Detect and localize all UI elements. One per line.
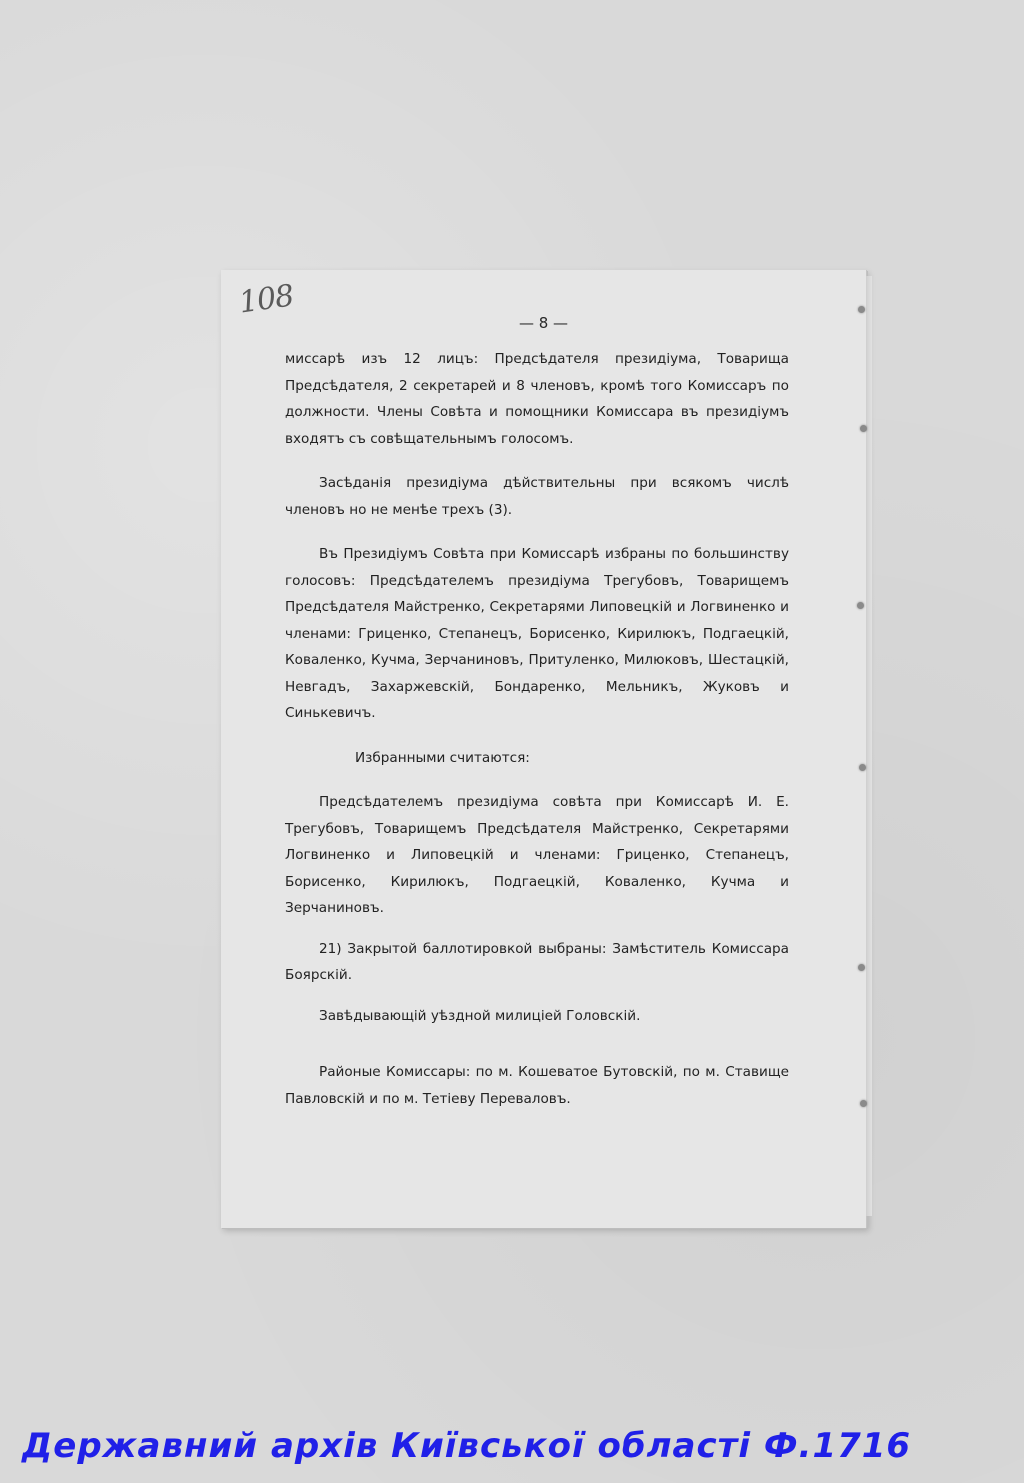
folio-mark: 108 <box>236 278 296 321</box>
paragraph-closed-ballot: 21) Закрытой баллотировкой выбраны: Замѣститель Комиссара Боярскій. <box>285 940 789 983</box>
binding-holes <box>856 270 870 1228</box>
binding-hole <box>857 602 864 609</box>
paragraph-district-commissars: Районые Комиссары: по м. Кошеватое Бутовскій, по м. Ставище Павловскій и по м. Тетіеву Переваловъ. <box>285 1064 789 1107</box>
document-page <box>221 270 867 1228</box>
binding-hole <box>860 1100 867 1107</box>
paragraph-considered-elected: Предсѣдателемъ президіума совѣта при Комиссарѣ И. Е. Трегубовъ, Товарищемъ Предсѣдателя Майстренко, Секретарями Логвиненко и Липовецкій и членами: Гриценко, Степанецъ, Борисенко, Кирилюкъ, Подгаецкій, Коваленко, Кучма и Зерчаниновъ. <box>285 794 789 916</box>
paragraph-presidium-composition: миссарѣ изъ 12 лицъ: Предсѣдателя президіума, Товарища Предсѣдателя, 2 секретарей и 8 членовъ, кромѣ того Комиссаръ по должности. Члены Совѣта и помощники Комиссара въ президіумъ входятъ съ совѣщательнымъ голосомъ. <box>285 351 789 447</box>
paragraph-quorum: Засѣданія президіума дѣйствительны при всякомъ числѣ членовъ но не менѣе трехъ (3). <box>285 475 789 518</box>
binding-hole <box>858 964 865 971</box>
binding-hole <box>859 764 866 771</box>
archive-watermark: Державний архів Київської області Ф.1716 <box>22 1426 912 1466</box>
binding-hole <box>858 306 865 313</box>
binding-hole <box>860 425 867 432</box>
paragraph-militia-head: Завѣдывающій уѣздной милиціей Головскій. <box>319 1007 641 1024</box>
page-number: — 8 — <box>518 314 569 332</box>
paragraph-considered-elected-heading: Избранными считаются: <box>355 749 530 766</box>
document-body <box>285 346 789 1112</box>
paragraph-elected-by-majority: Въ Президіумъ Совѣта при Комиссарѣ избраны по большинству голосовъ: Предсѣдателемъ президіума Трегубовъ, Товарищемъ Предсѣдателя Майстренко, Секретарями Липовецкій и Логвиненко и членами: Гриценко, Степанецъ, Борисенко, Кирилюкъ, Подгаецкій, Коваленко, Кучма, Зерчаниновъ, Притуленко, Милюковъ, Шестацкій, Невгадъ, Захаржевскій, Бондаренко, Мельникъ, Жуковъ и Синькевичъ. <box>285 546 789 721</box>
